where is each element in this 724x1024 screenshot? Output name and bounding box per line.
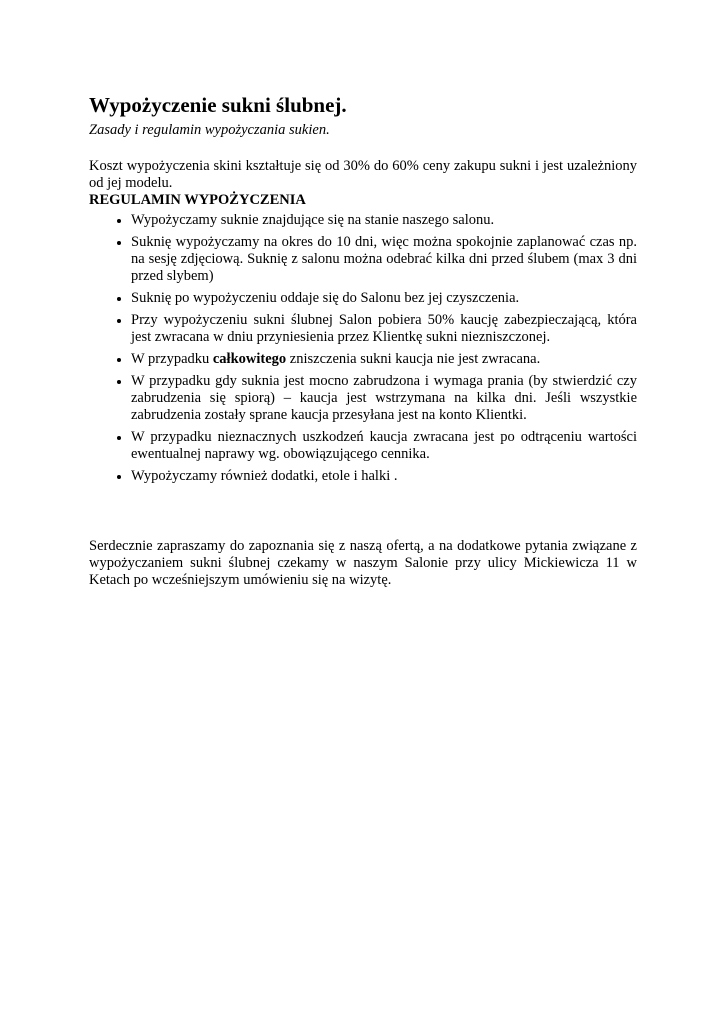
rule-item: • Wypożyczamy suknie znajdujące się na stanie naszego salonu. [131,212,637,229]
closing-paragraph: Serdecznie zapraszamy do zapoznania się z naszą ofertą, a na dodatkowe pytania związane z wypożyczaniem sukni ślubnej czekamy w naszym Salonie przy ulicy Mickiewicza 11 w Ketach po wcześniejszym umówieniu się na wizytę. [89,538,637,588]
rule-item: • W przypadku gdy suknia jest mocno zabrudzona i wymaga prania (by stwierdzić czy zabrudzenia się spiorą) – kaucja jest wstrzymana na kilka dni. Jeśli wszystkie zabrudzenia zostały sprane kaucja przesyłana jest na konto Klientki. [131,373,637,424]
rules-heading: REGULAMIN WYPOŻYCZENIA [89,192,306,208]
rule-text-before: W przypadku [131,351,213,367]
rule-item: • W przypadku nieznacznych uszkodzeń kaucja zwracana jest po odtrąceniu wartości ewentualnej naprawy wg. obowiązującego cennika. [131,429,637,463]
page-subtitle: Zasady i regulamin wypożyczania sukien. [89,122,330,138]
rule-item: • Suknię wypożyczamy na okres do 10 dni, więc można spokojnie zaplanować czas np. na sesję zdjęciową. Suknię z salonu można odebrać kilka dni przed ślubem (max 3 dni przed slybem) [131,234,637,285]
intro-paragraph: Koszt wypożyczenia skini kształtuje się od 30% do 60% ceny zakupu sukni i jest uzależniony od jej modelu. [89,158,637,191]
rule-text-after: zniszczenia sukni kaucja nie jest zwracana. [286,351,541,367]
page-title: Wypożyczenie sukni ślubnej. [89,93,347,117]
rule-item: • Suknię po wypożyczeniu oddaje się do Salonu bez jej czyszczenia. [131,290,637,307]
rule-text-bold: całkowitego [212,351,287,367]
rule-item: • Przy wypożyczeniu sukni ślubnej Salon pobiera 50% kaucję zabezpieczającą, która jest zwracana w dniu przyniesienia przez Klientkę sukni niezniszczonej. [131,312,637,346]
rule-item: • Wypożyczamy również dodatki, etole i halki . [131,468,637,485]
rule-item [131,351,637,368]
rules-list [89,212,637,485]
document-page [89,92,637,589]
